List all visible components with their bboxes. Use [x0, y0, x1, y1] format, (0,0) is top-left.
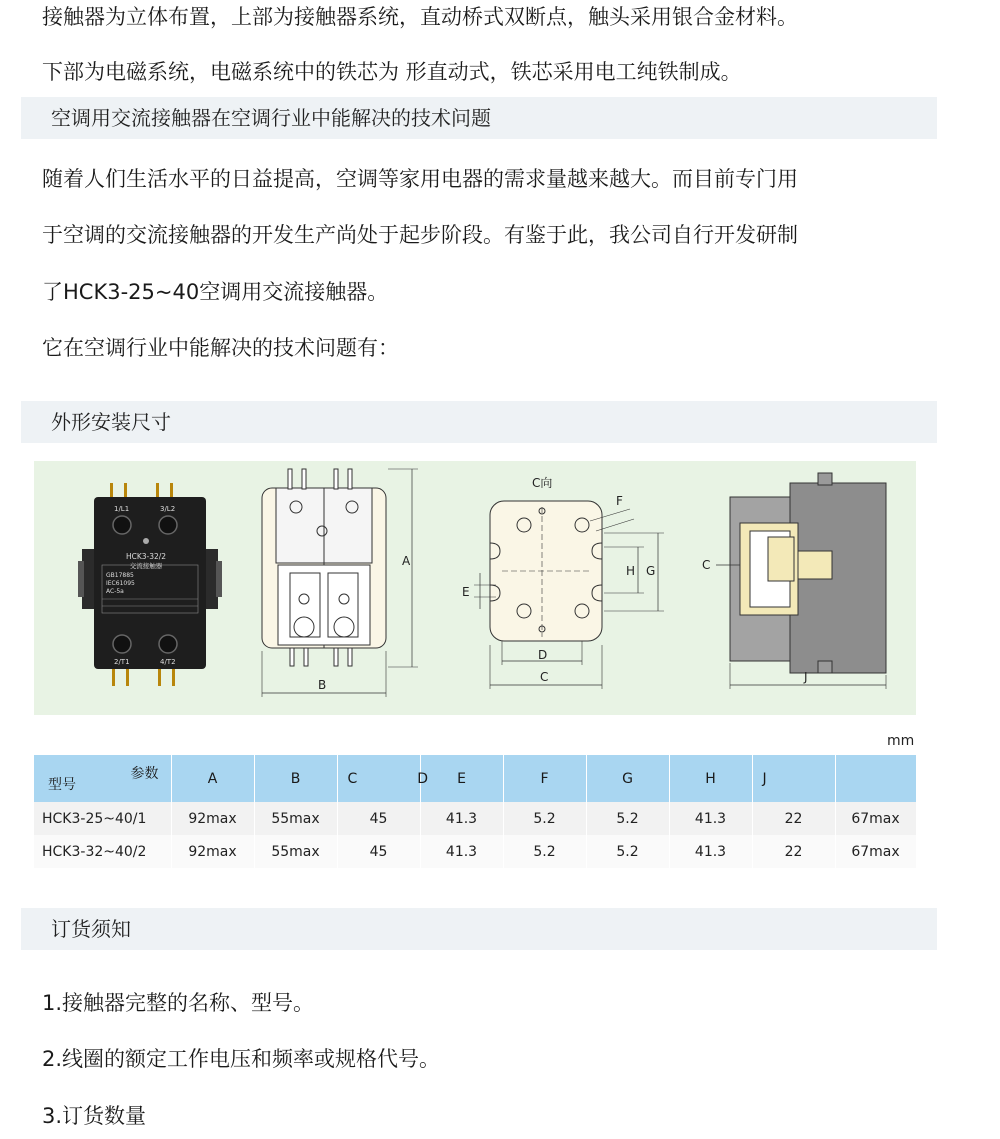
- header-param-label: 参数: [130, 766, 159, 782]
- header-empty: [835, 755, 916, 802]
- unit-label: mm: [887, 733, 915, 749]
- cell-value: 55max: [254, 835, 337, 868]
- photo-category: AC-5a: [106, 588, 124, 595]
- cell-value: 55max: [254, 802, 337, 835]
- header-a: A: [171, 755, 254, 802]
- cell-value: 45: [337, 835, 420, 868]
- cell-value: 67max: [835, 835, 916, 868]
- dim-label-c: C: [540, 670, 549, 684]
- dim-label-c-side: C: [702, 558, 711, 572]
- cell-value: 5.2: [503, 835, 586, 868]
- cell-value: 45: [337, 802, 420, 835]
- dim-label-d: D: [538, 648, 548, 662]
- dimension-figure: [34, 461, 916, 715]
- dim-label-f: F: [616, 494, 623, 508]
- dim-label-e: E: [462, 585, 470, 599]
- tech-line-3: 了HCK3-25~40空调用交流接触器。: [42, 280, 389, 304]
- header-g: G: [586, 755, 669, 802]
- front-view-drawing: [262, 469, 418, 697]
- cell-value: 5.2: [503, 802, 586, 835]
- intro-line-2: 下部为电磁系统，电磁系统中的铁芯为 形直动式，铁芯采用电工纯铁制成。: [42, 60, 742, 84]
- header-corner: [34, 755, 171, 802]
- order-item-2: 2.线圈的额定工作电压和频率或规格代号。: [42, 1047, 441, 1071]
- table-row: [34, 835, 916, 868]
- cell-value: 5.2: [586, 835, 669, 868]
- order-item-1: 1.接触器完整的名称、型号。: [42, 991, 315, 1015]
- header-c: [337, 755, 429, 802]
- header-f: F: [503, 755, 586, 802]
- header-e: E: [420, 755, 503, 802]
- photo-std-iec: IEC61095: [106, 580, 135, 587]
- cell-value: 41.3: [669, 802, 752, 835]
- photo-std-gb: GB17885: [106, 572, 134, 579]
- spec-table: [34, 755, 917, 868]
- dim-label-b: B: [318, 678, 327, 692]
- header-h: H: [669, 755, 752, 802]
- c-view-label: C向: [532, 476, 553, 490]
- photo-name-text: 交流接触器: [129, 562, 163, 570]
- order-item-3: 3.订货数量: [42, 1104, 147, 1128]
- header-b: B: [254, 755, 337, 802]
- cell-value: 67max: [835, 802, 916, 835]
- table-row: [34, 802, 916, 835]
- cell-value: 5.2: [586, 802, 669, 835]
- photo-model-text: HCK3-32/2: [125, 552, 167, 561]
- spec-table-header: [34, 755, 916, 802]
- terminal-label-3l2: 3/L2: [160, 505, 176, 513]
- header-j: J: [752, 755, 835, 802]
- tech-line-2: 于空调的交流接触器的开发生产尚处于起步阶段。有鉴于此，我公司自行开发研制: [42, 223, 798, 247]
- intro-line-1: 接触器为立体布置，上部为接触器系统，直动桥式双断点，触头采用银合金材料。: [42, 5, 798, 29]
- terminal-label-4t2: 4/T2: [160, 658, 176, 666]
- terminal-label-1l1: 1/L1: [114, 505, 130, 513]
- header-c-label: C: [347, 770, 358, 787]
- header-model-label: 型号: [48, 777, 76, 793]
- cell-value: 41.3: [420, 802, 503, 835]
- dim-label-j: J: [804, 670, 808, 684]
- row-model: HCK3-25~40/1: [34, 802, 171, 835]
- tech-line-1: 随着人们生活水平的日益提高，空调等家用电器的需求量越来越大。而目前专门用: [42, 167, 798, 191]
- row-model: HCK3-32~40/2: [34, 835, 171, 868]
- cell-value: 22: [752, 835, 835, 868]
- section-header-order: 订货须知: [21, 908, 937, 950]
- c-view-drawing: [474, 501, 664, 689]
- terminal-label-2t1: 2/T1: [114, 658, 130, 666]
- cell-value: 22: [752, 802, 835, 835]
- section-header-tech: 空调用交流接触器在空调行业中能解决的技术问题: [21, 97, 937, 139]
- header-d-label: D: [417, 770, 429, 787]
- tech-line-4: 它在空调行业中能解决的技术问题有：: [42, 336, 399, 360]
- cell-value: 92max: [171, 802, 254, 835]
- side-view-drawing: [716, 473, 886, 689]
- cell-value: 41.3: [669, 835, 752, 868]
- cell-value: 92max: [171, 835, 254, 868]
- section-header-dimensions: 外形安装尺寸: [21, 401, 937, 443]
- dimension-drawing: [34, 461, 916, 715]
- contactor-photo: [78, 483, 222, 686]
- dim-label-a: A: [402, 554, 411, 568]
- dim-label-h: H: [626, 564, 636, 578]
- cell-value: 41.3: [420, 835, 503, 868]
- dim-label-g: G: [646, 564, 656, 578]
